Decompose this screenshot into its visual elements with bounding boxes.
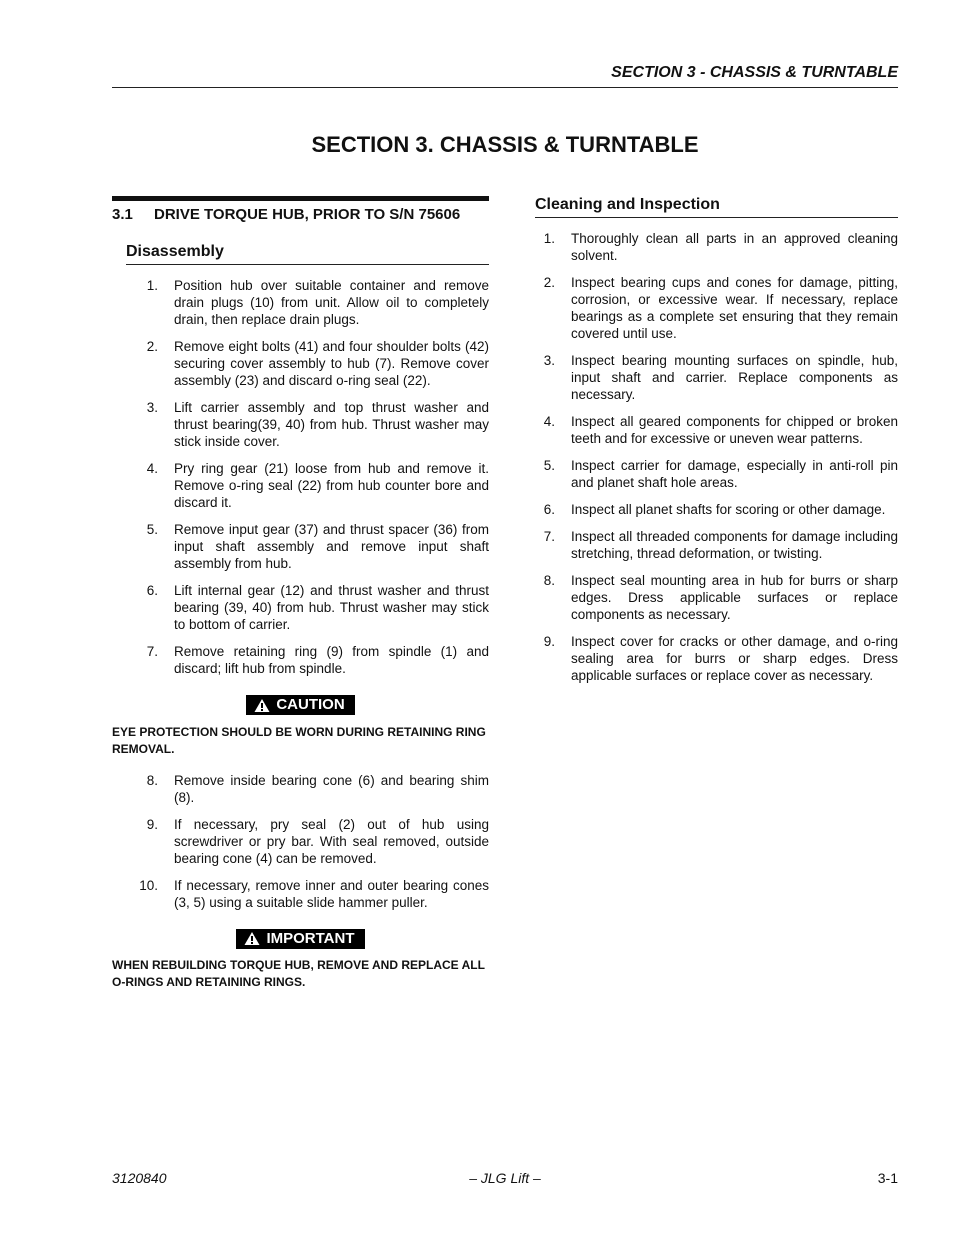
caution-badge-wrap (112, 695, 489, 718)
left-column (112, 196, 489, 991)
step-text: Inspect bearing mounting surfaces on spindle, hub, input shaft and carrier. Replace components as necessary. (571, 353, 898, 402)
caution-badge (246, 695, 354, 715)
step-text: If necessary, remove inner and outer bearing cones (3, 5) using a suitable slide hammer puller. (174, 877, 489, 910)
step-number: 8. (543, 573, 555, 588)
step-text: Remove eight bolts (41) and four shoulder bolts (42) securing cover assembly to hub (7). Remove cover assembly (23) and discard o-ring seal (22). (174, 339, 489, 388)
list-item (535, 413, 898, 447)
section-title: SECTION 3. CHASSIS & TURNTABLE (311, 132, 699, 157)
step-number: 9. (543, 634, 555, 649)
step-text: Lift internal gear (12) and thrust washer and thrust bearing (39, 40) from hub. Thrust washer may stick to bottom of carrier. (174, 583, 489, 632)
step-text: If necessary, pry seal (2) out of hub using screwdriver or pry bar. With seal removed, outside bearing cone (4) can be removed. (174, 816, 489, 866)
list-item (535, 572, 898, 623)
step-number: 4. (543, 414, 555, 429)
step-number: 2. (543, 275, 555, 290)
step-text: Inspect seal mounting area in hub for burrs or sharp edges. Dress applicable surfaces or replace components as necessary. (571, 573, 898, 622)
important-label: IMPORTANT (266, 929, 355, 947)
disassembly-steps-a (112, 277, 489, 677)
list-item (112, 277, 489, 328)
step-text: Inspect bearing cups and cones for damage, pitting, corrosion, or excessive wear. If necessary, replace bearings as a complete set ensuring that they remain covered until use. (571, 275, 898, 341)
footer-brand: – JLG Lift – (469, 1170, 541, 1186)
step-number: 1. (543, 231, 555, 246)
list-item (112, 643, 489, 677)
footer-page-number: 3-1 (877, 1170, 898, 1186)
step-number: 8. (146, 772, 158, 788)
important-badge (236, 929, 364, 949)
step-number: 9. (146, 816, 158, 832)
step-number: 3. (146, 400, 158, 415)
header-text: SECTION 3 - CHASSIS & TURNTABLE (611, 64, 898, 81)
list-item (535, 230, 898, 264)
step-number: 7. (146, 644, 158, 659)
subsection-text: DRIVE TORQUE HUB, PRIOR TO S/N 75606 (154, 206, 461, 223)
list-item (535, 528, 898, 562)
list-item (535, 352, 898, 403)
step-text: Remove retaining ring (9) from spindle (1) and discard; lift hub from spindle. (174, 644, 489, 676)
list-item (535, 501, 898, 518)
step-text: Thoroughly clean all parts in an approved cleaning solvent. (571, 231, 898, 263)
important-badge-wrap (112, 929, 489, 952)
list-item (535, 633, 898, 684)
list-item (535, 274, 898, 342)
step-number: 1. (146, 278, 158, 293)
list-item (112, 460, 489, 511)
step-number: 4. (146, 461, 158, 476)
cleaning-heading: Cleaning and Inspection (535, 196, 898, 218)
list-item (112, 399, 489, 450)
step-number: 10. (139, 877, 158, 893)
important-text: WHEN REBUILDING TORQUE HUB, REMOVE AND REPLACE ALL O-RINGS AND RETAINING RINGS. (112, 958, 485, 989)
list-item (112, 877, 489, 911)
step-number: 2. (146, 339, 158, 354)
step-text: Position hub over suitable container and remove drain plugs (10) from unit. Allow oil to completely drain, then replace drain plugs. (174, 278, 489, 327)
disassembly-steps-b (112, 772, 489, 911)
footer-document-number: 3120840 (112, 1170, 167, 1186)
step-number: 6. (543, 502, 555, 517)
subsection-number: 3.1 (112, 206, 133, 223)
step-number: 6. (146, 583, 158, 598)
step-text: Remove input gear (37) and thrust spacer (36) from input shaft assembly and remove input shaft assembly from hub. (174, 522, 489, 571)
step-number: 5. (543, 458, 555, 473)
warning-triangle-icon (244, 931, 260, 946)
step-text: Inspect cover for cracks or other damage, and o-ring sealing area for burrs or sharp edges. Dress applicable surfaces or replace cover as necessary. (571, 634, 898, 683)
step-text: Lift carrier assembly and top thrust washer and thrust bearing(39, 40) from hub. Thrust washer may stick inside cover. (174, 400, 489, 449)
caution-text: EYE PROTECTION SHOULD BE WORN DURING RETAINING RING REMOVAL. (112, 724, 486, 756)
caution-label: CAUTION (276, 696, 345, 713)
disassembly-heading: Disassembly (126, 243, 489, 265)
step-number: 5. (146, 522, 158, 537)
warning-triangle-icon (254, 698, 270, 713)
list-item (112, 582, 489, 633)
step-text: Inspect all planet shafts for scoring or other damage. (571, 502, 886, 517)
list-item (112, 772, 489, 806)
cleaning-steps (535, 230, 898, 684)
right-column (535, 196, 898, 684)
step-text: Inspect carrier for damage, especially in anti-roll pin and planet shaft hole areas. (571, 458, 898, 490)
step-text: Inspect all threaded components for damage including stretching, thread deformation, or twisting. (571, 529, 898, 561)
list-item (112, 816, 489, 867)
step-number: 7. (543, 529, 555, 544)
list-item (535, 457, 898, 491)
step-text: Pry ring gear (21) loose from hub and remove it. Remove o-ring seal (22) from hub counter bore and discard it. (174, 461, 489, 510)
subsection-title (112, 196, 489, 223)
list-item (112, 338, 489, 389)
page-header (112, 64, 898, 88)
list-item (112, 521, 489, 572)
step-text: Inspect all geared components for chipped or broken teeth and for excessive or uneven wear patterns. (571, 414, 898, 446)
step-text: Remove inside bearing cone (6) and bearing shim (8). (174, 772, 489, 805)
step-number: 3. (543, 353, 555, 368)
